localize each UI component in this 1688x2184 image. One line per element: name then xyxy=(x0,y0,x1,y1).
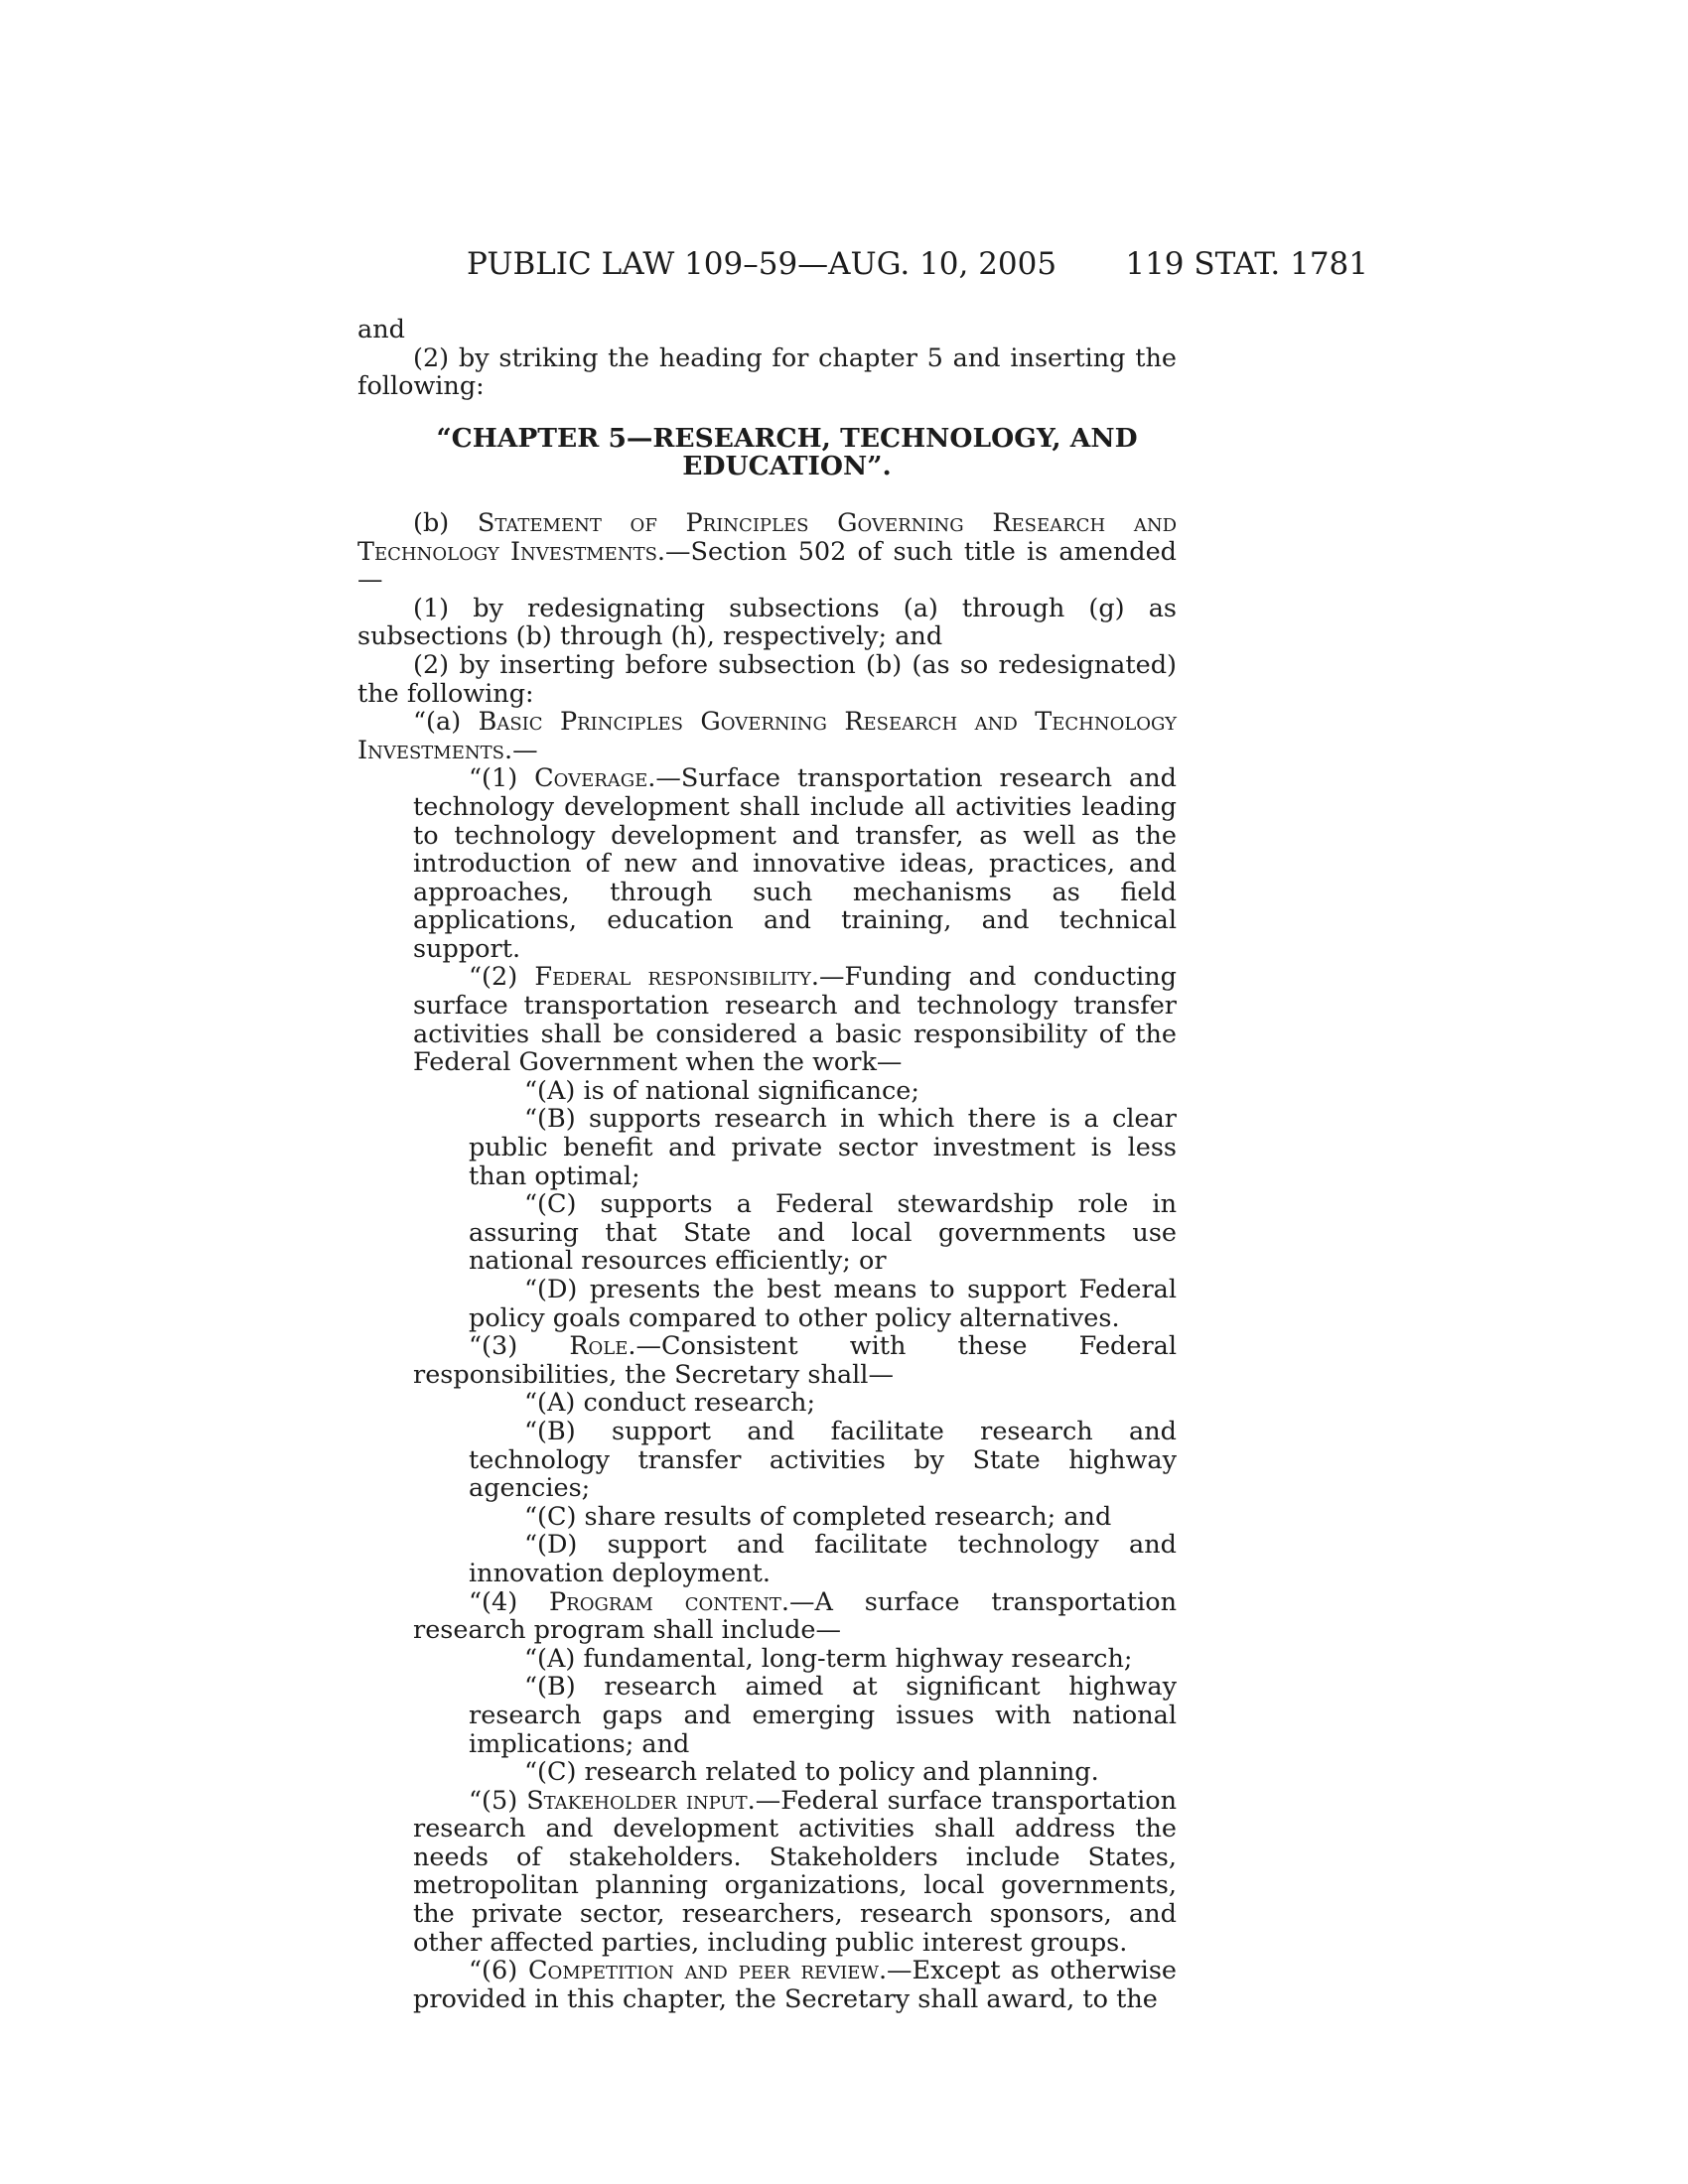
subparagraph: “(B) supports research in which there is a clear public benefit and private sector investment is less than optimal; xyxy=(469,1104,1177,1191)
paragraph-federal-responsibility xyxy=(357,963,1177,1076)
paragraph: (1) by redesignating subsections (a) through (g) as subsections (b) through (h), respectively; and xyxy=(357,593,1177,652)
paragraph-role xyxy=(357,1332,1177,1389)
page-header xyxy=(357,244,1368,284)
subparagraph: “(A) is of national significance; xyxy=(524,1075,919,1106)
chapter-heading-line: EDUCATION”. xyxy=(682,451,892,482)
subparagraph: “(A) conduct research; xyxy=(524,1388,816,1419)
paragraph-label: “(4) xyxy=(469,1586,550,1617)
subsection-text: —Section 502 of such title is amended— xyxy=(357,536,1177,596)
paragraph-label: “(2) xyxy=(469,962,535,993)
paragraph-label: “(3) xyxy=(469,1331,570,1362)
statute-body xyxy=(357,316,1177,2013)
chapter-heading-line: “CHAPTER 5—RESEARCH, TECHNOLOGY, AND xyxy=(436,422,1138,454)
paragraph-caption: Competition and peer review. xyxy=(528,1956,888,1986)
paragraph-text: —Federal surface transportation research and development activities shall address the needs of stakeholders. Stakeholders include States, metropolitan planning organizations, local governments, the private sector, researchers, research sponsors, and other affected parties, including public interest groups. xyxy=(413,1785,1178,1958)
running-head: PUBLIC LAW 109–59—AUG. 10, 2005 xyxy=(467,246,1057,282)
paragraph-caption: Program content. xyxy=(549,1586,790,1617)
paragraph-label: “(5) xyxy=(469,1785,527,1816)
paragraph-caption: Stakeholder input. xyxy=(526,1785,756,1816)
paragraph-text: —Funding and conducting surface transportation research and technology transfer activities shall be considered a basic responsibility of the Federal Government when the work— xyxy=(413,962,1177,1078)
paragraph-stakeholder-input xyxy=(357,1787,1177,1958)
subsection-label: (b) xyxy=(413,507,478,538)
subparagraph: “(D) support and facilitate technology and innovation deployment. xyxy=(469,1530,1177,1588)
subsection-caption: Statement of Principles Governing Research and Technology Investments. xyxy=(357,507,1178,567)
subparagraph: “(B) research aimed at significant highway research gaps and emerging issues with national implications; and xyxy=(469,1672,1177,1759)
paragraph-text: —A surface transportation research program shall include— xyxy=(413,1586,1178,1646)
paragraph-caption: Federal responsibility. xyxy=(534,962,820,993)
subparagraph: “(C) supports a Federal stewardship role in assuring that State and local governments use national resources efficiently; or xyxy=(469,1189,1177,1277)
paragraph-label: “(1) xyxy=(469,763,535,794)
subsection-caption: Basic Principles Governing Research and Technology Investments. xyxy=(357,707,1177,765)
paragraph-text: —Consistent with these Federal responsibilities, the Secretary shall— xyxy=(413,1331,1177,1390)
chapter-heading xyxy=(357,422,1177,482)
subparagraph: “(D) presents the best means to support Federal policy goals compared to other policy alternatives. xyxy=(469,1275,1177,1333)
subparagraph: “(A) fundamental, long-term highway research; xyxy=(524,1643,1133,1674)
subsection-a xyxy=(357,708,1177,764)
paragraph-text: —Except as otherwise provided in this chapter, the Secretary shall award, to the xyxy=(413,1956,1177,2014)
statute-citation: 119 STAT. 1781 xyxy=(1125,246,1368,282)
paragraph-label: “(6) xyxy=(469,1956,529,1986)
paragraph-coverage xyxy=(357,764,1177,963)
paragraph-competition-peer-review xyxy=(357,1957,1177,2013)
paragraph: and xyxy=(357,315,405,344)
paragraph-caption: Coverage. xyxy=(534,763,656,794)
subsection-label: “(a) xyxy=(413,707,479,738)
subsection-text: — xyxy=(512,735,538,765)
subparagraph: “(C) research related to policy and planning. xyxy=(524,1757,1099,1788)
subparagraph: “(C) share results of completed research; and xyxy=(524,1501,1112,1532)
paragraph-text: —Surface transportation research and technology development shall include all activities leading to technology development and transfer, as well as the introduction of new and innovative ideas, practices, and approaches, through such mechanisms as field applications, education and training, and technical support. xyxy=(413,763,1178,964)
paragraph-caption: Role. xyxy=(569,1331,636,1362)
paragraph: (2) by inserting before subsection (b) (as so redesignated) the following: xyxy=(357,649,1177,709)
paragraph-program-content xyxy=(357,1588,1177,1645)
paragraph: (2) by striking the heading for chapter 5 and inserting the following: xyxy=(357,342,1177,402)
subsection-b xyxy=(357,509,1177,595)
subparagraph: “(B) support and facilitate research and technology transfer activities by State highway agencies; xyxy=(469,1416,1177,1504)
